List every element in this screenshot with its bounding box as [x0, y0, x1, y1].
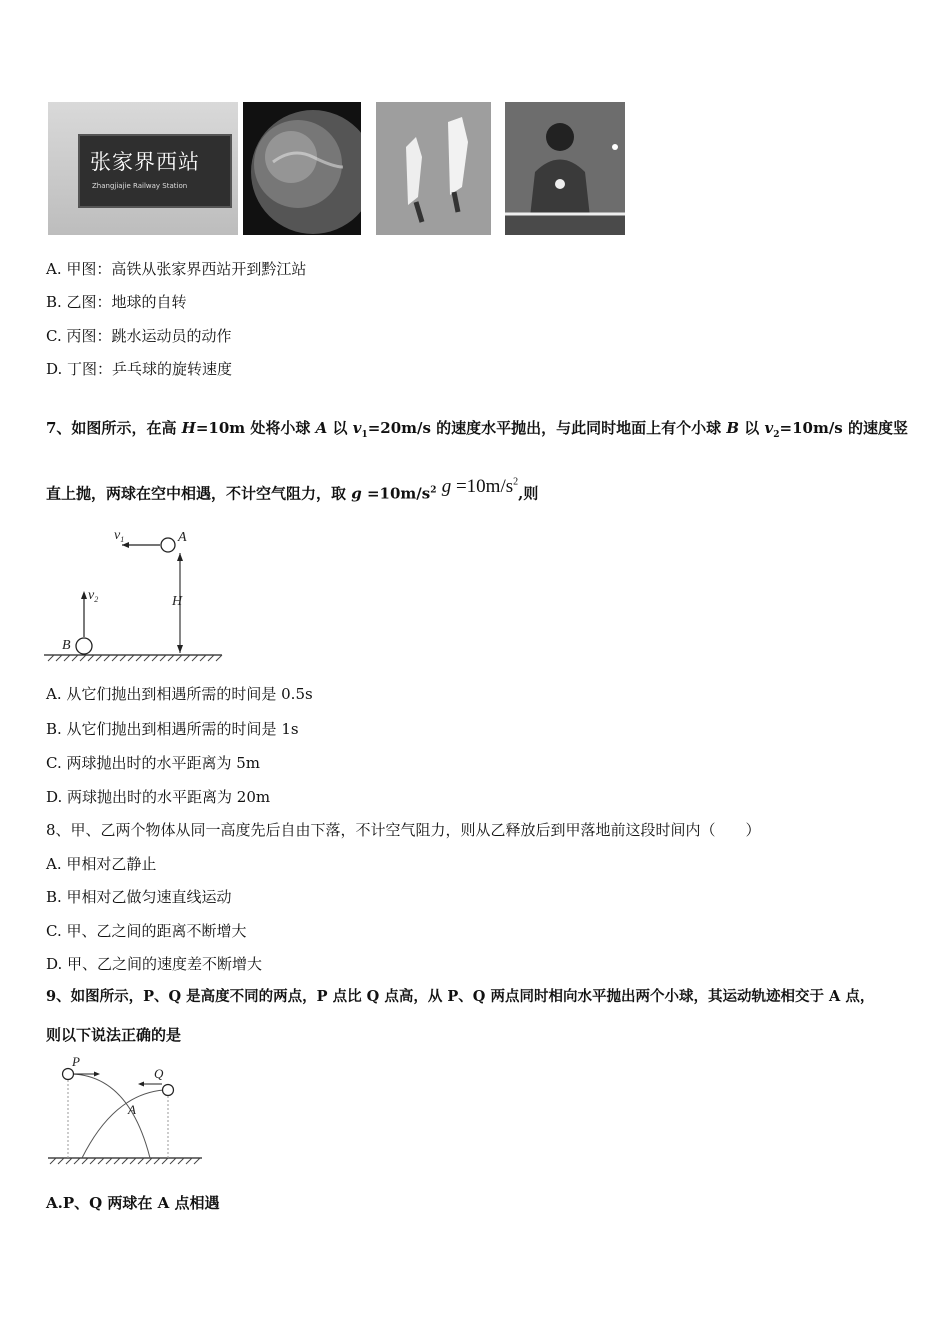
q7-option-b: B. 从它们抛出到相遇所需的时间是 1s: [46, 720, 299, 738]
q7-diagram-H: H: [172, 594, 183, 609]
q7-diagram-v2: $v_2$: [88, 588, 99, 604]
photo-train-sign: [48, 102, 238, 235]
q7-diagram: [44, 525, 229, 665]
q7-diagram-B: B: [62, 638, 71, 653]
q7-option-c: C. 两球抛出时的水平距离为 5m: [46, 754, 261, 772]
q9-diagram: [44, 1054, 206, 1166]
q8-option-b: B. 甲相对乙做匀速直线运动: [46, 888, 232, 906]
q6-option-a: A. 甲图：高铁从张家界西站开到黔江站: [46, 260, 307, 278]
q6-option-c: C. 丙图：跳水运动员的动作: [46, 327, 232, 345]
photo-earth: [243, 102, 361, 235]
q6-option-d: D. 丁图：乒乓球的旋转速度: [46, 360, 233, 378]
q9-option-a: A.P、Q 两球在 A 点相遇: [46, 1194, 220, 1212]
sign-english: Zhangjiajie Railway Station: [92, 182, 188, 190]
q9-diagram-Q: Q: [154, 1066, 164, 1081]
divers-graphic: [376, 102, 491, 235]
q8-option-d: D. 甲、乙之间的速度差不断增大: [46, 955, 263, 973]
q7-diagram-A: A: [178, 530, 187, 545]
q7-option-a: A. 从它们抛出到相遇所需的时间是 0.5s: [46, 685, 313, 703]
q6-option-b: B. 乙图：地球的自转: [46, 293, 187, 311]
q8-option-a: A. 甲相对乙静止: [46, 855, 157, 873]
table-tennis-graphic: [505, 102, 625, 235]
earth-graphic: [243, 102, 361, 235]
q7-stem-line1: 7、如图所示，在高 H=10m 处将小球 A 以 $v_1=20m/s$ 的速度水平抛出，与此同时地面上有个小球 B 以 $v_2=10m/s$ 的速度竖: [46, 419, 908, 440]
station-sign: [78, 134, 232, 208]
q9-diagram-P: P: [72, 1054, 80, 1069]
q8-option-c: C. 甲、乙之间的距离不断增大: [46, 922, 247, 940]
q9-stem-line2: 则以下说法正确的是: [46, 1026, 182, 1044]
q9-stem-line1: 9、如图所示，P、Q 是高度不同的两点，P 点比 Q 点高，从 P、Q 两点同时相向水平抛出两个小球，其运动轨迹相交于 A 点，: [46, 988, 875, 1005]
q8-stem: 8、甲、乙两个物体从同一高度先后自由下落，不计空气阻力，则从乙释放后到甲落地前这段时间内（ ）: [46, 821, 761, 839]
q9-diagram-A: A: [128, 1102, 136, 1117]
q7-stem-line2: 直上抛，两球在空中相遇，不计空气阻力，取 $g =10m/s^2$ $g =10m/s^2$,则: [46, 476, 539, 503]
q7-diagram-v1: $v_1$: [114, 528, 125, 544]
q7-formula: $g =10m/s^2$: [441, 476, 519, 498]
photo-divers: [376, 102, 491, 235]
photo-table-tennis: [505, 102, 625, 235]
sign-chinese: 张家界西站: [90, 150, 200, 174]
q7-option-d: D. 两球抛出时的水平距离为 20m: [46, 788, 271, 806]
